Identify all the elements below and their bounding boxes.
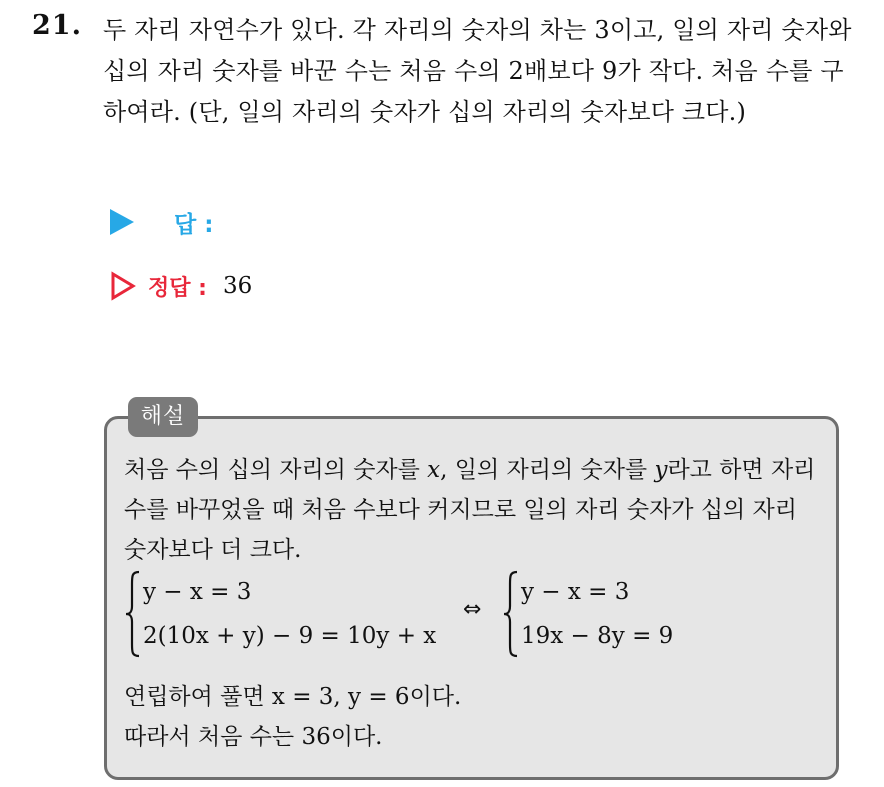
equation-system-left <box>125 570 436 658</box>
equivalence-symbol: ⇔ <box>463 597 482 622</box>
equation-lines-right <box>521 570 673 658</box>
solution-intro-part1: 처음 수의 십의 자리의 숫자를 <box>124 457 428 483</box>
solution-tag: 해설 <box>128 397 198 437</box>
equation-left-1: y − x = 3 <box>143 579 252 605</box>
answer-label: 답 : <box>174 211 214 238</box>
solution-conclusion-line: 따라서 처음 수는 36이다. <box>124 724 383 750</box>
solution-final <box>124 677 461 757</box>
correct-answer-label: 정답 : <box>148 275 207 301</box>
equation-right-1: y − x = 3 <box>521 579 630 605</box>
equation-system-right <box>503 570 673 658</box>
solution-result-line: 연립하여 풀면 x = 3, y = 6이다. <box>124 684 462 710</box>
answer-row <box>110 202 213 242</box>
left-brace-icon <box>125 570 141 658</box>
equation-right-2: 19x − 8y = 9 <box>521 623 674 649</box>
solution-intro <box>124 450 824 570</box>
left-brace-icon <box>503 570 519 658</box>
solution-intro-part3: 라고 하면 자리 수를 바꾸었을 때 처음 수보다 커지므로 일의 자리 숫자가 십의 자리 숫자보다 더 크다. <box>124 457 816 563</box>
outline-arrow-icon <box>110 271 136 301</box>
solution-intro-part2: , 일의 자리의 숫자를 <box>440 457 655 483</box>
correct-answer-row <box>110 266 252 306</box>
correct-answer-value: 36 <box>222 273 253 299</box>
variable-x: x <box>427 457 441 483</box>
equation-left-2: 2(10x + y) − 9 = 10y + x <box>143 623 437 649</box>
problem-text: 두 자리 자연수가 있다. 각 자리의 숫자의 차는 3이고, 일의 자리 숫자와 십의 자리 숫자를 바꾼 수는 처음 수의 2배보다 9가 작다. 처음 수를 구하여라. (단, 일의 자리의 숫자가 십의 자리의 숫자보다 크다.) <box>103 16 852 126</box>
problem-number: 21. <box>32 10 82 41</box>
play-arrow-icon <box>110 209 134 235</box>
variable-y: y <box>654 457 668 483</box>
equation-lines-left <box>143 570 436 658</box>
